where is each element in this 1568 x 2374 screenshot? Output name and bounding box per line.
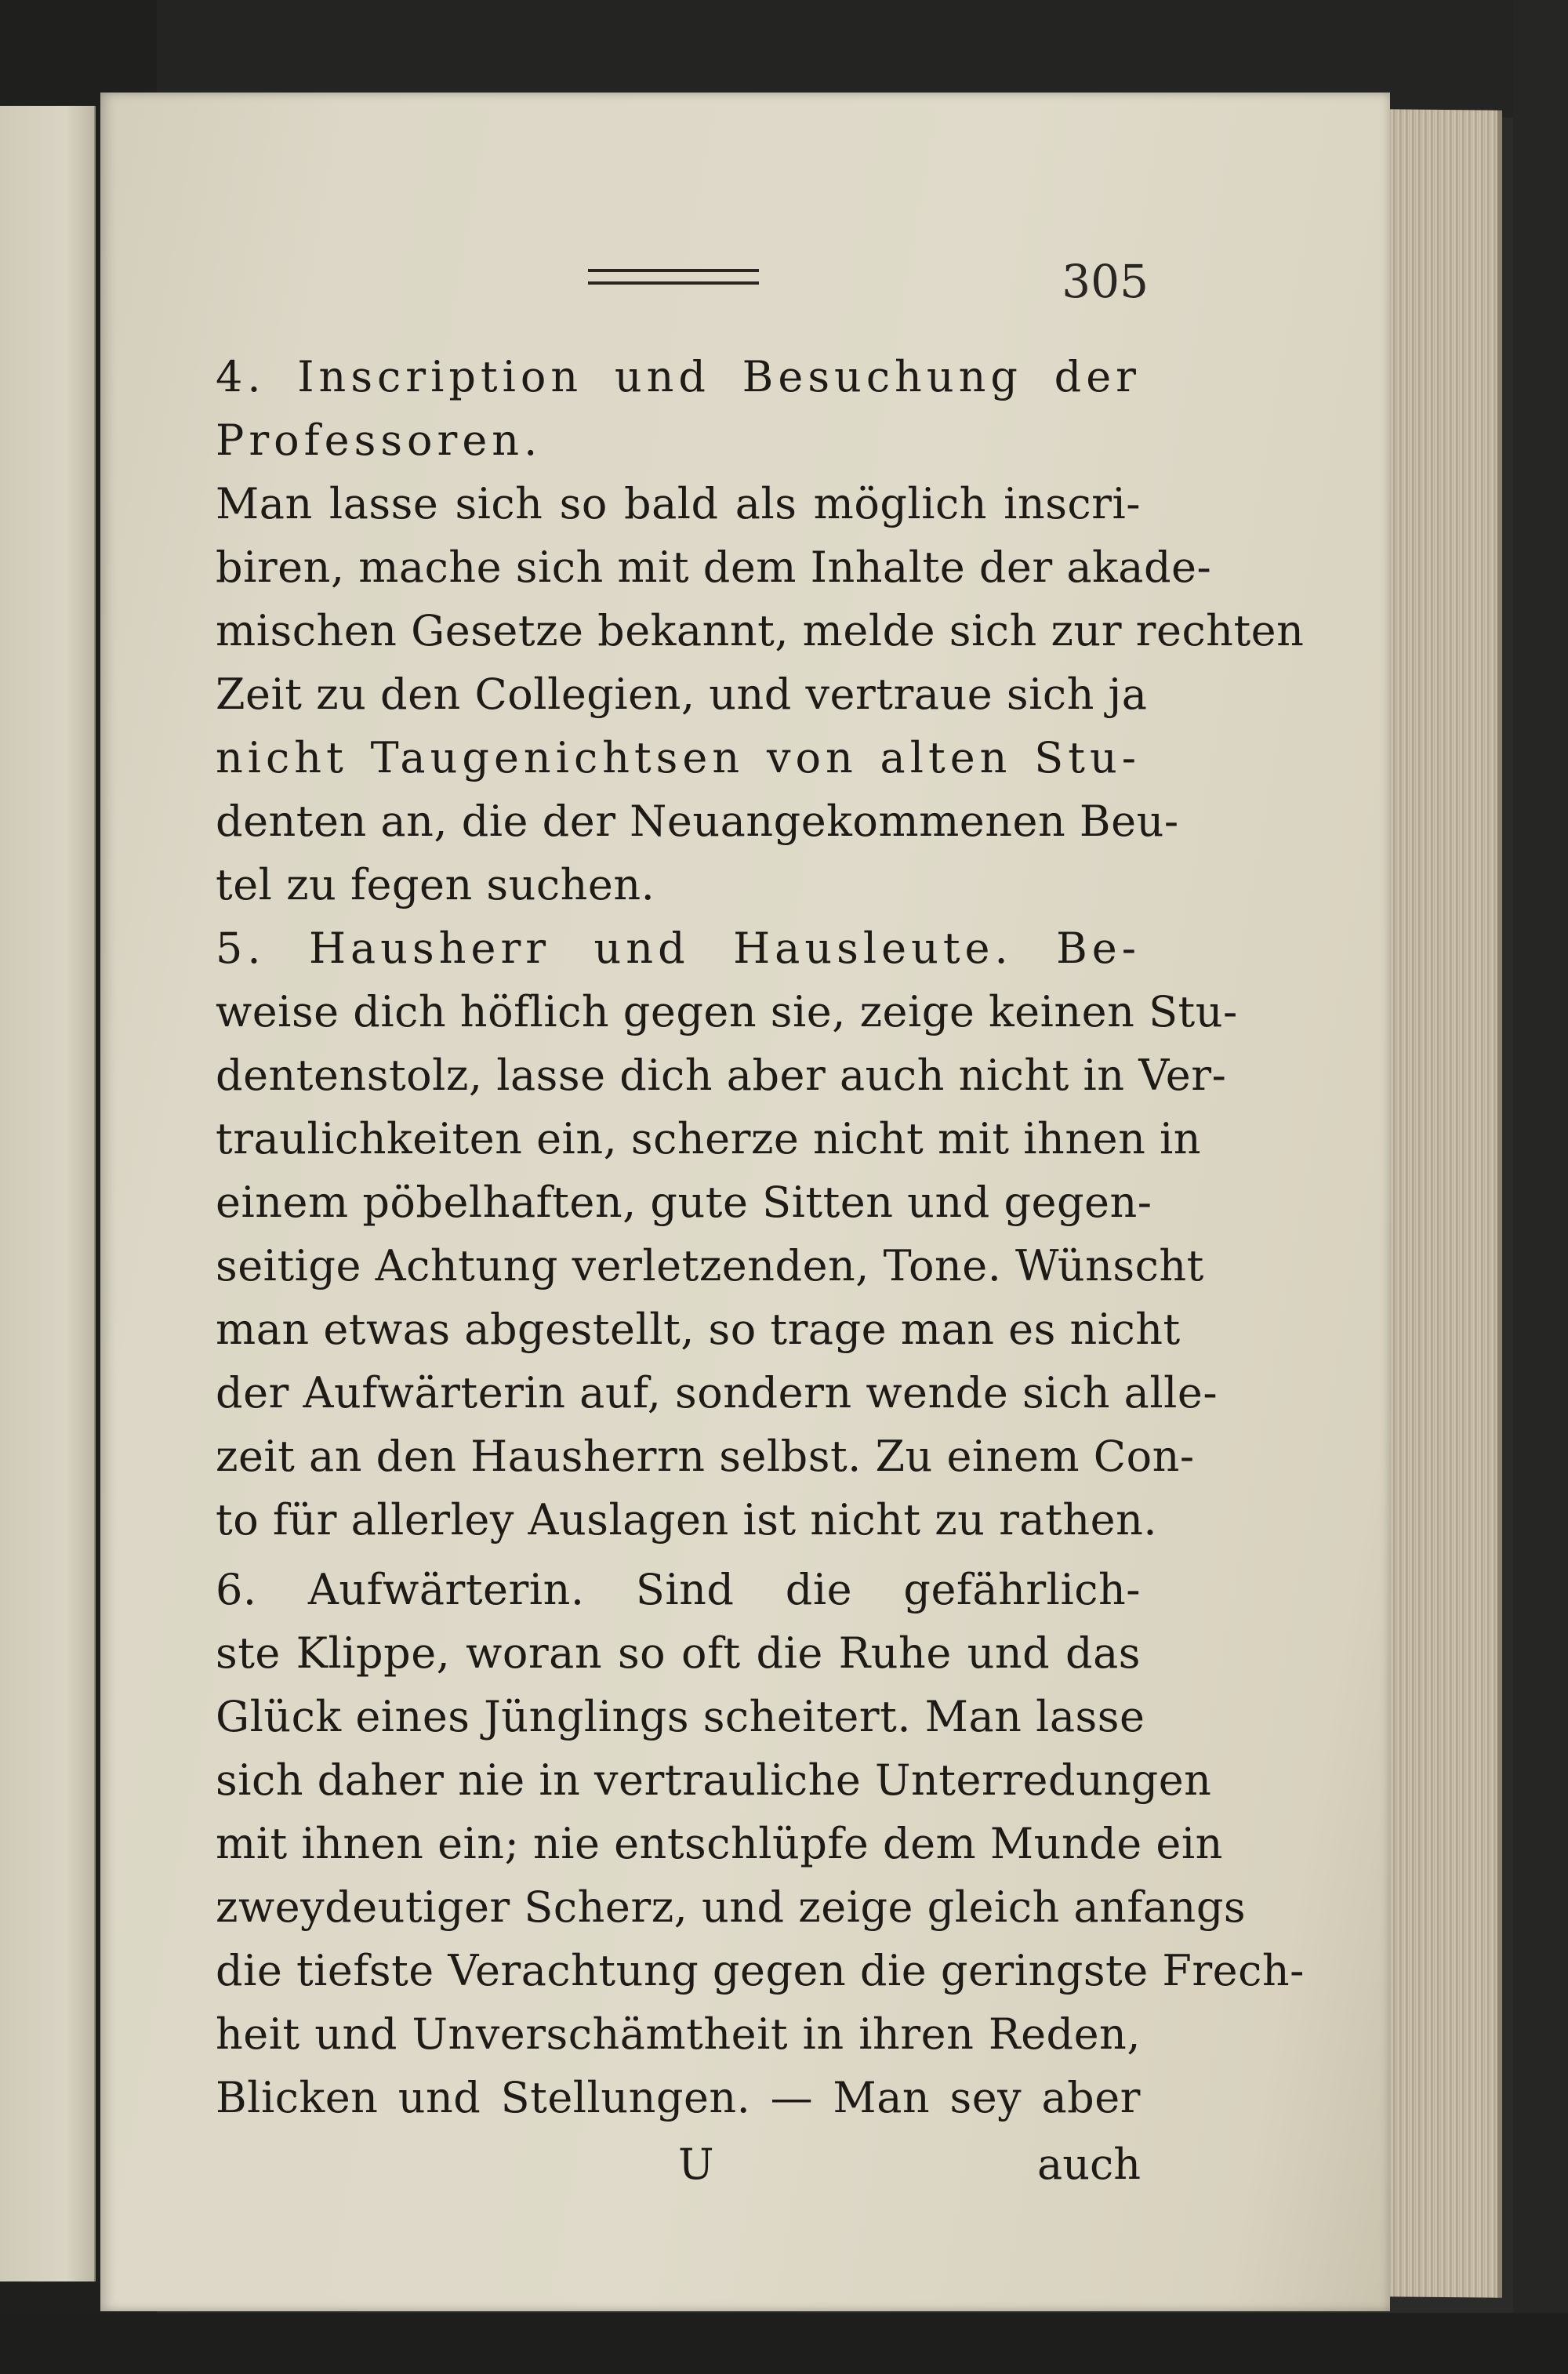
text-line: seitige Achtung verletzenden, Tone. Wünscht — [216, 1241, 1204, 1290]
header-rule — [588, 269, 759, 285]
text-line: Professoren. — [216, 416, 543, 465]
text-line: to für allerley Auslagen ist nicht zu rathen. — [216, 1495, 1158, 1545]
page-text — [216, 255, 1305, 2200]
text-line: Blicken und Stellungen. — Man sey aber — [216, 2073, 1141, 2122]
background-bottom — [0, 2313, 1568, 2374]
left-page-edge — [0, 106, 96, 2281]
text-line: 4. Inscription und Besuchung der — [216, 352, 1141, 401]
page-header — [216, 255, 1149, 345]
text-line: biren, mache sich mit dem Inhalte der akade- — [216, 543, 1212, 592]
text-line: 5. Hausherr und Hausleute. Be- — [216, 924, 1141, 973]
text-line: tel zu fegen suchen. — [216, 860, 655, 909]
text-line: dentenstolz, lasse dich aber auch nicht in Ver- — [216, 1051, 1227, 1100]
page-stack-edge — [1384, 109, 1502, 2298]
text-line: zweydeutiger Scherz, und zeige gleich anfangs — [216, 1882, 1247, 1932]
text-line: Glück eines Jünglings scheitert. Man lasse — [216, 1692, 1145, 1741]
text-line: sich daher nie in vertrauliche Unterredungen — [216, 1755, 1212, 1805]
page-footer — [216, 2129, 1141, 2200]
text-line: nicht Taugenichtsen von alten Stu- — [216, 733, 1141, 782]
page-number: 305 — [1062, 255, 1149, 308]
text-line: Zeit zu den Collegien, und vertraue sich ja — [216, 670, 1148, 719]
text-line: mischen Gesetze bekannt, melde sich zur rechten — [216, 606, 1305, 655]
text-line: die tiefste Verachtung gegen die geringste Frech- — [216, 1946, 1305, 1995]
text-line: denten an, die der Neuangekommenen Beu- — [216, 797, 1179, 846]
text-line: heit und Unverschämtheit in ihren Reden, — [216, 2009, 1141, 2059]
background-right — [1513, 0, 1568, 2374]
text-line: traulichkeiten ein, scherze nicht mit ihnen in — [216, 1114, 1202, 1163]
catchword: auch — [1037, 2140, 1141, 2189]
text-line: man etwas abgestellt, so trage man es nicht — [216, 1305, 1181, 1354]
text-line: 6. Aufwärterin. Sind die gefährlich- — [216, 1565, 1141, 1614]
text-line: der Aufwärterin auf, sondern wende sich alle- — [216, 1368, 1218, 1418]
text-line: einem pöbelhaften, gute Sitten und gegen- — [216, 1178, 1152, 1227]
text-line: Man lasse sich so bald als möglich inscri- — [216, 479, 1141, 528]
signature-mark: U — [678, 2140, 714, 2189]
text-line: ste Klippe, woran so oft die Ruhe und das — [216, 1628, 1141, 1678]
text-line: weise dich höflich gegen sie, zeige keinen Stu- — [216, 987, 1238, 1036]
text-line: zeit an den Hausherrn selbst. Zu einem Con- — [216, 1432, 1195, 1481]
text-line: mit ihnen ein; nie entschlüpfe dem Munde ein — [216, 1819, 1223, 1868]
